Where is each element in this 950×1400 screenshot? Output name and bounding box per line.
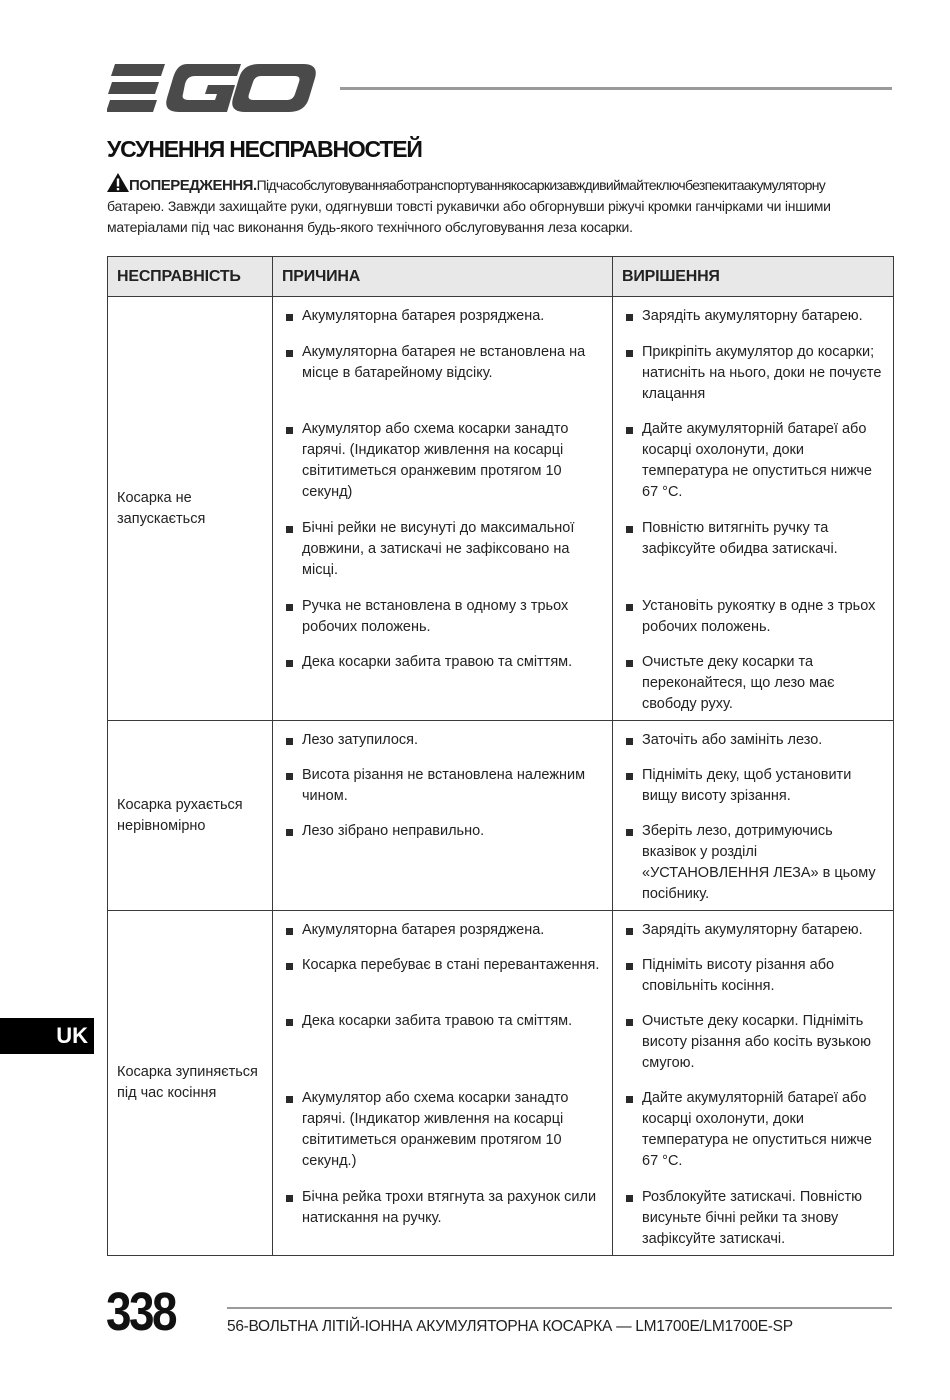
cause-text: Акумуляторна батарея розряджена.: [302, 307, 545, 324]
solution-text: Установіть рукоятку в одне з трьох робочих положень.: [642, 597, 876, 635]
cause-text: Лезо затупилося.: [302, 731, 419, 748]
solution-item: [613, 1088, 893, 1172]
solution-item: [613, 419, 893, 503]
cause-text: Дека косарки забита травою та сміттям.: [302, 1012, 573, 1029]
cause-text: Дека косарки забита травою та сміттям.: [302, 653, 573, 670]
table-header-row: [108, 257, 894, 297]
solution-item: [613, 342, 893, 405]
solution-item: [613, 920, 893, 941]
solution-item: [613, 765, 893, 807]
solution-item: [613, 652, 893, 715]
solution-text: Підніміть висоту різання або сповільніть косіння.: [642, 956, 835, 994]
bullet-icon: [286, 526, 293, 533]
cause-text: Бічні рейки не висунуті до максимальної довжини, а затискачі не зафіксовано на місці.: [302, 519, 575, 578]
warning-first-line: [107, 173, 893, 196]
table-row: [108, 297, 894, 721]
cause-item: [273, 342, 612, 384]
bullet-icon: [286, 1096, 293, 1103]
bullet-icon: [286, 1195, 293, 1202]
bullet-icon: [286, 738, 293, 745]
cause-item: [273, 920, 612, 941]
solution-text: Зарядіть акумуляторну батарею.: [642, 307, 863, 324]
bullet-icon: [626, 526, 633, 533]
solution-text: Очистьте деку косарки. Підніміть висоту різання або косіть вузькою смугою.: [642, 1012, 871, 1071]
table-row: [108, 911, 894, 1256]
cause-text: Акумуляторна батарея розряджена.: [302, 921, 545, 938]
troubleshooting-table: [107, 256, 894, 1256]
cause-item: [273, 596, 612, 638]
cause-item: [273, 518, 612, 581]
bullet-icon: [286, 350, 293, 357]
solution-item: [613, 306, 893, 327]
bullet-icon: [286, 314, 293, 321]
solution-text: Зарядіть акумуляторну батарею.: [642, 921, 863, 938]
bullet-icon: [286, 1019, 293, 1026]
bullet-icon: [626, 1195, 633, 1202]
warning-label: ПОПЕРЕДЖЕННЯ.: [129, 177, 257, 194]
solution-cell: [613, 911, 894, 1256]
cause-cell: [273, 297, 613, 721]
solution-text: Розблокуйте затискачі. Повністю висуньте бічні рейки та знову зафіксуйте затискачі.: [642, 1188, 862, 1247]
table-row: [108, 721, 894, 911]
bullet-icon: [626, 738, 633, 745]
header-solution: ВИРІШЕННЯ: [613, 257, 894, 297]
solution-text: Прикріпіть акумулятор до косарки; натисніть на нього, доки не почуєте клацання: [642, 343, 882, 402]
cause-item: [273, 765, 612, 807]
cause-cell: [273, 911, 613, 1256]
cause-item: [273, 419, 612, 503]
cause-item: [273, 306, 612, 327]
language-code: UK: [56, 1023, 88, 1048]
bullet-icon: [286, 660, 293, 667]
header-cause: ПРИЧИНА: [273, 257, 613, 297]
solution-item: [613, 596, 893, 638]
cause-item: [273, 1088, 612, 1172]
bullet-icon: [626, 350, 633, 357]
bullet-icon: [286, 773, 293, 780]
cause-text: Бічна рейка трохи втягнута за рахунок сили натискання на ручку.: [302, 1188, 597, 1226]
solution-cell: [613, 721, 894, 911]
page-number: 338: [106, 1282, 175, 1342]
bullet-icon: [286, 427, 293, 434]
cause-item: [273, 1011, 612, 1032]
page-title: УСУНЕННЯ НЕСПРАВНОСТЕЙ: [107, 136, 422, 162]
bullet-icon: [626, 829, 633, 836]
fault-cell: Косарка зупиняється під час косіння: [108, 911, 273, 1256]
cause-item: [273, 955, 612, 976]
cause-text: Косарка перебуває в стані перевантаження.: [302, 956, 600, 973]
footer-rule: [227, 1307, 892, 1309]
warning-triangle-icon: [107, 173, 129, 192]
fault-cell: Косарка не запускається: [108, 297, 273, 721]
cause-cell: [273, 721, 613, 911]
bullet-icon: [286, 928, 293, 935]
bullet-icon: [286, 829, 293, 836]
solution-item: [613, 1011, 893, 1074]
footer-text: 56-ВОЛЬТНА ЛІТІЙ-ІОННА АКУМУЛЯТОРНА КОСАРКА — LM1700E/LM1700E-SP: [227, 1318, 793, 1335]
warning-text: батарею. Завжди захищайте руки, одягнувши товсті рукавички або обгорнувши ріжучі кромки ганчірками чи іншими матеріалами під час виконання будь-якого технічного обслуговування леза косарки.: [107, 198, 831, 235]
solution-item: [613, 1187, 893, 1250]
cause-text: Акумулятор або схема косарки занадто гарячі. (Індикатор живлення на косарці світитиметься оранжевим протягом 10 секунд.): [302, 1089, 569, 1169]
bullet-icon: [626, 963, 633, 970]
solution-text: Очистьте деку косарки та переконайтеся, що лезо має свободу руху.: [642, 653, 835, 712]
header-fault: НЕСПРАВНІСТЬ: [108, 257, 273, 297]
solution-text: Дайте акумуляторній батареї або косарці охолонути, доки температура не опуститься нижче 67 °C.: [642, 1089, 872, 1169]
bullet-icon: [626, 1096, 633, 1103]
cause-item: [273, 652, 612, 673]
cause-text: Ручка не встановлена в одному з трьох робочих положень.: [302, 597, 569, 635]
ego-logo: [107, 64, 319, 112]
solution-item: [613, 730, 893, 751]
header-rule: [340, 87, 892, 90]
solution-text: Зберіть лезо, дотримуючись вказівок у розділі «УСТАНОВЛЕННЯ ЛЕЗА» в цьому посібнику.: [642, 822, 876, 902]
solution-text: Дайте акумуляторній батареї або косарці охолонути, доки температура не опуститься нижче 67 °C.: [642, 420, 872, 500]
bullet-icon: [286, 963, 293, 970]
bullet-icon: [626, 314, 633, 321]
cause-text: Акумулятор або схема косарки занадто гарячі. (Індикатор живлення на косарці світитиметься оранжевим протягом 10 секунд): [302, 420, 569, 500]
solution-item: [613, 955, 893, 997]
solution-text: Заточіть або замініть лезо.: [642, 731, 823, 748]
cause-item: [273, 1187, 612, 1229]
bullet-icon: [626, 604, 633, 611]
solution-text: Повністю витягніть ручку та зафіксуйте обидва затискачі.: [642, 519, 838, 557]
cause-text: Лезо зібрано неправильно.: [302, 822, 485, 839]
bullet-icon: [626, 1019, 633, 1026]
bullet-icon: [626, 928, 633, 935]
bullet-icon: [626, 427, 633, 434]
cause-text: Висота різання не встановлена належним чином.: [302, 766, 586, 804]
bullet-icon: [626, 660, 633, 667]
warning-line1: Підчасобслуговуванняаботранспортуваннякосаркизавждивиймайтеключбезпекитаакумуляторну: [256, 177, 826, 193]
cause-text: Акумуляторна батарея не встановлена на місце в батарейному відсіку.: [302, 343, 586, 381]
solution-item: [613, 821, 893, 905]
fault-cell: Косарка рухається нерівномірно: [108, 721, 273, 911]
language-tab: [0, 1018, 94, 1054]
solution-text: Підніміть деку, щоб установити вищу висоту зрізання.: [642, 766, 852, 804]
solution-item: [613, 518, 893, 560]
bullet-icon: [626, 773, 633, 780]
cause-item: [273, 821, 612, 842]
warning-paragraph: [107, 173, 893, 238]
bullet-icon: [286, 604, 293, 611]
cause-item: [273, 730, 612, 751]
solution-cell: [613, 297, 894, 721]
